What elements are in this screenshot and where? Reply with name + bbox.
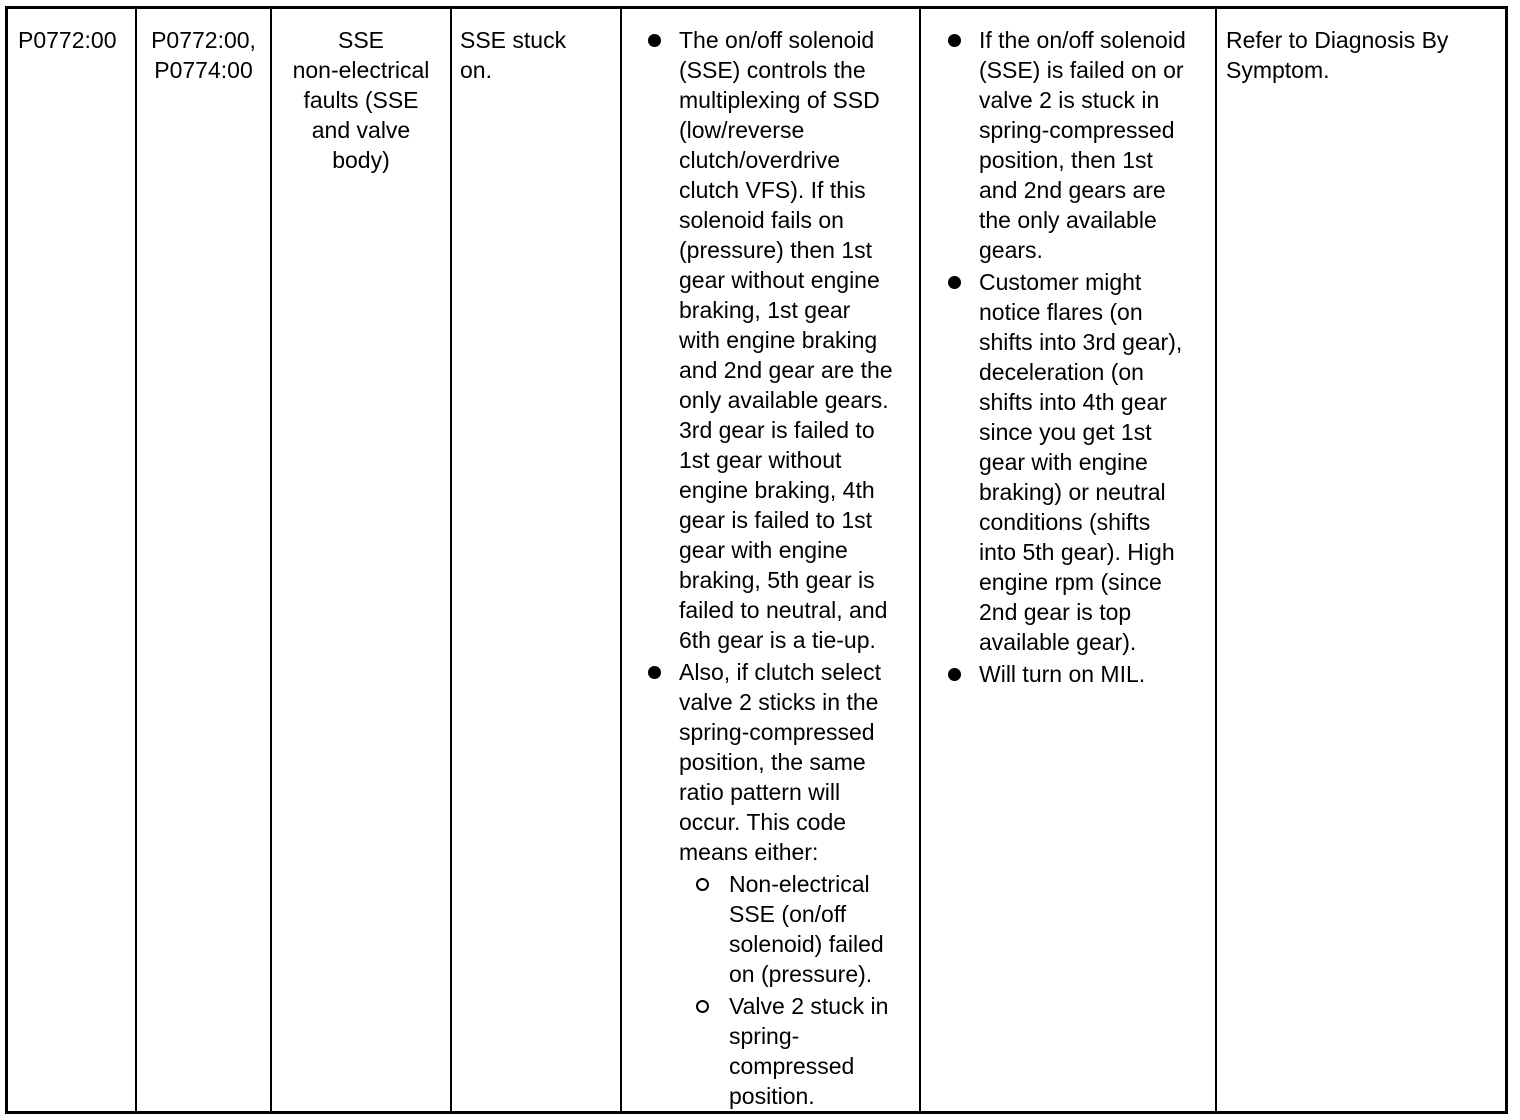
text-line: non-electrical [292, 57, 430, 83]
list-item [921, 659, 1215, 689]
text-line: shifts into 3rd gear), [979, 329, 1183, 355]
text-line: (low/reverse [679, 117, 805, 143]
text-line: shifts into 4th gear [979, 389, 1167, 415]
text-line: (SSE) controls the [679, 57, 866, 83]
text-line: since you get 1st [979, 419, 1152, 445]
bullet-icon [948, 34, 961, 47]
text-line: braking, 5th gear is [679, 567, 875, 593]
text-line: P0774:00 [154, 57, 253, 83]
diagnostic-table [5, 6, 1508, 1114]
text-line: position, the same [679, 749, 866, 775]
list-item [622, 25, 919, 655]
text-line: Customer might [979, 269, 1142, 295]
text-line: on (pressure). [729, 961, 873, 987]
text-line: If the on/off solenoid [979, 27, 1186, 53]
list-item-text [679, 25, 919, 655]
symptom-list [921, 25, 1215, 689]
text-line: and 2nd gear are the [679, 357, 893, 383]
text-line: (pressure) then 1st [679, 237, 873, 263]
text-line: 3rd gear is failed to [679, 417, 875, 443]
text-line: multiplexing of SSD [679, 87, 880, 113]
text-line: failed to neutral, and [679, 597, 888, 623]
list-item-text [979, 659, 1215, 689]
dtc-code-cell [8, 9, 137, 1111]
text-line: braking, 1st gear [679, 297, 851, 323]
explanation-cell [622, 9, 921, 1111]
text-line: Refer to Diagnosis By [1226, 27, 1449, 53]
bullet-icon [648, 666, 661, 679]
bullet-icon [948, 276, 961, 289]
text-line: (SSE) is failed on or [979, 57, 1184, 83]
text-line: and valve [311, 117, 411, 143]
text-line: solenoid fails on [679, 207, 844, 233]
explanation-list [622, 25, 919, 1111]
text-line: occur. This code [679, 809, 847, 835]
text-line: Also, if clutch select [679, 659, 881, 685]
text-line: means either: [679, 839, 819, 865]
text-line: position. [729, 1083, 815, 1109]
bullet-icon [648, 34, 661, 47]
text-line: spring-compressed [679, 719, 875, 745]
text-line: compressed [729, 1053, 855, 1079]
text-line: clutch VFS). If this [679, 177, 866, 203]
sub-list-item [679, 991, 919, 1111]
text-line: SSE stuck [460, 27, 567, 53]
text-line: gear without engine [679, 267, 880, 293]
bullet-icon [948, 668, 961, 681]
text-line: P0772:00 [18, 27, 117, 53]
list-item-text [979, 267, 1215, 657]
action-cell [1217, 9, 1505, 1111]
hollow-bullet-icon [696, 878, 709, 891]
text-line: into 5th gear). High [979, 539, 1175, 565]
list-item-text [979, 25, 1215, 265]
list-item [622, 657, 919, 1111]
text-line: gear is failed to 1st [679, 507, 873, 533]
text-line: valve 2 sticks in the [679, 689, 879, 715]
text-line: spring-compressed [979, 117, 1175, 143]
text-line: Will turn on MIL. [979, 661, 1146, 687]
description-cell [272, 9, 452, 1111]
text-line: valve 2 is stuck in [979, 87, 1160, 113]
hollow-bullet-icon [696, 1000, 709, 1013]
text-line: notice flares (on [979, 299, 1143, 325]
text-line: gears. [979, 237, 1043, 263]
text-line: engine rpm (since [979, 569, 1162, 595]
text-line: on. [460, 57, 492, 83]
list-item [921, 25, 1215, 265]
text-line: conditions (shifts [979, 509, 1151, 535]
text-line: P0772:00, [151, 27, 256, 53]
text-line: position, then 1st [979, 147, 1153, 173]
text-line: Non-electrical [729, 871, 870, 897]
text-line: body) [332, 147, 390, 173]
text-line: gear with engine [679, 537, 848, 563]
text-line: solenoid) failed [729, 931, 884, 957]
text-line: faults (SSE [303, 87, 419, 113]
sub-list-item-text [729, 869, 919, 989]
text-line: SSE [337, 27, 385, 53]
symptom-cell [921, 9, 1217, 1111]
text-line: engine braking, 4th [679, 477, 875, 503]
text-line: braking) or neutral [979, 479, 1166, 505]
sub-list-item-text [729, 991, 919, 1111]
text-line: SSE (on/off [729, 901, 847, 927]
text-line: 2nd gear is top [979, 599, 1132, 625]
text-line: 6th gear is a tie-up. [679, 627, 876, 653]
text-line: 1st gear without [679, 447, 842, 473]
text-line: with engine braking [679, 327, 878, 353]
text-line: clutch/overdrive [679, 147, 841, 173]
text-line: spring- [729, 1023, 800, 1049]
list-item [921, 267, 1215, 657]
text-line: Valve 2 stuck in [729, 993, 889, 1019]
text-line: ratio pattern will [679, 779, 841, 805]
text-line: and 2nd gears are [979, 177, 1166, 203]
list-item-text [679, 657, 919, 867]
sub-list-item [679, 869, 919, 989]
text-line: The on/off solenoid [679, 27, 875, 53]
text-line: deceleration (on [979, 359, 1144, 385]
text-line: gear with engine [979, 449, 1148, 475]
text-line: Symptom. [1226, 57, 1330, 83]
text-line: available gear). [979, 629, 1137, 655]
related-codes-cell [137, 9, 272, 1111]
text-line: only available gears. [679, 387, 889, 413]
sub-list [679, 869, 919, 1111]
condition-cell [452, 9, 622, 1111]
text-line: the only available [979, 207, 1157, 233]
